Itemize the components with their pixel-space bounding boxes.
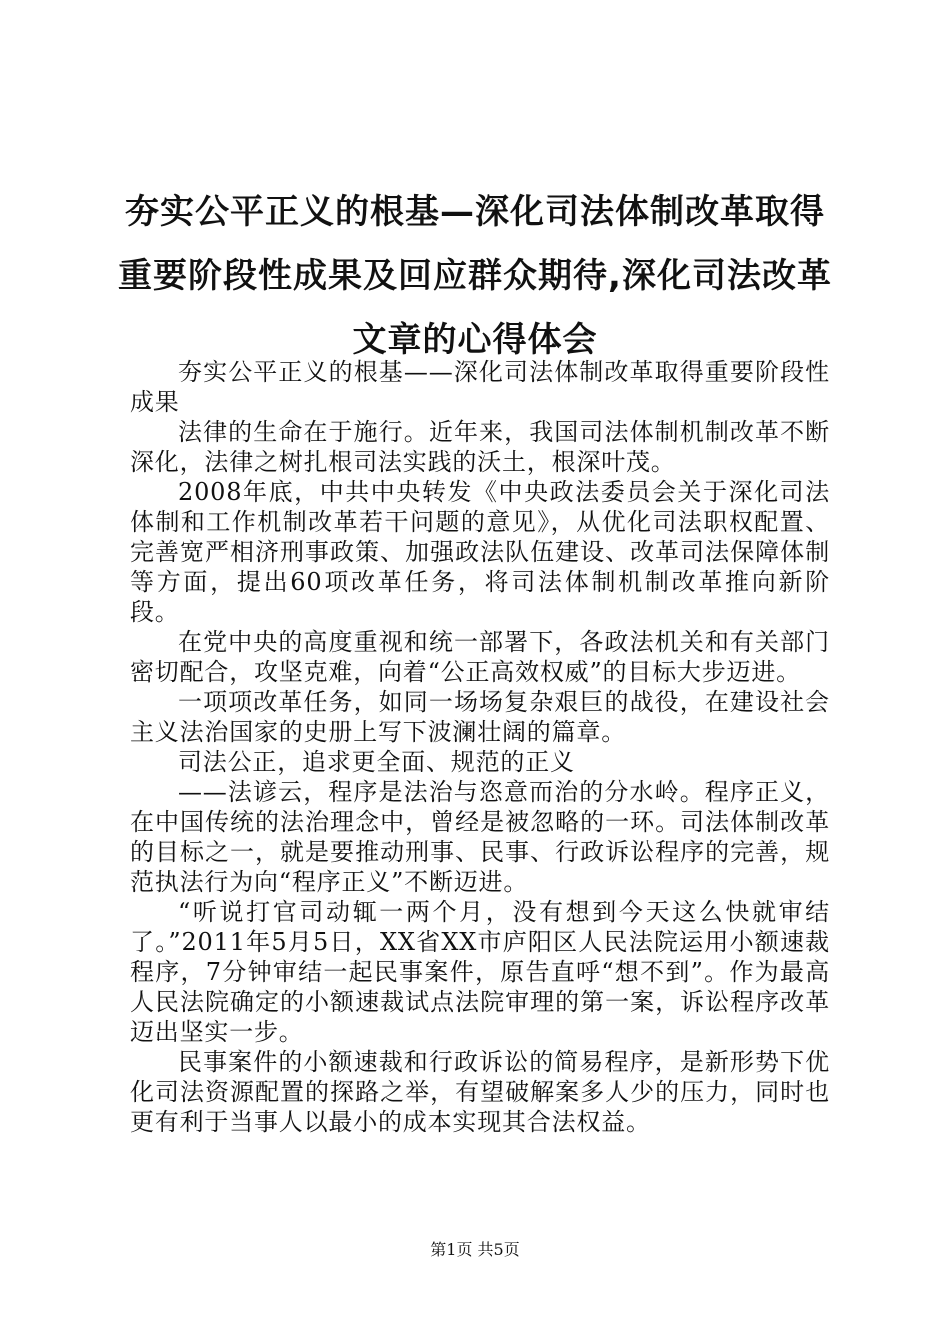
section-heading: 司法公正，追求更全面、规范的正义 [178,748,575,776]
paragraph: ——法谚云，程序是法治与恣意而治的分水岭。程序正义，在中国传统的法治理念中，曾经是被忽略的一环。司法体制改革的目标之一，就是要推动刑事、民事、行政诉讼程序的完善，规范执法行为向“程序正义”不断迈进。 [130,778,830,896]
paragraph: 2008年底，中共中央转发《中央政法委员会关于深化司法体制和工作机制改革若干问题的意见》，从优化司法职权配置、完善宽严相济刑事政策、加强政法队伍建设、改革司法保障体制等方面，提出60项改革任务，将司法体制机制改革推向新阶段。 [130,478,830,626]
paragraph-subtitle: 夯实公平正义的根基——深化司法体制改革取得重要阶段性成果 [130,358,830,416]
paragraph: 民事案件的小额速裁和行政诉讼的简易程序，是新形势下优化司法资源配置的探路之举，有望破解案多人少的压力，同时也更有利于当事人以最小的成本实现其合法权益。 [130,1048,830,1136]
paragraph: “听说打官司动辄一两个月，没有想到今天这么快就审结了。”2011年5月5日，XX省XX市庐阳区人民法院运用小额速裁程序，7分钟审结一起民事案件，原告直呼“想不到”。作为最高人民法院确定的小额速裁试点法院审理的第一案，诉讼程序改革迈出坚实一步。 [130,898,830,1046]
paragraph: 在党中央的高度重视和统一部署下，各政法机关和有关部门密切配合，攻坚克难，向着“公正高效权威”的目标大步迈进。 [130,628,830,686]
page-number: 第1页 共5页 [430,1240,520,1259]
document-title: 夯实公平正义的根基—深化司法体制改革取得重要阶段性成果及回应群众期待,深化司法改革文章的心得体会 [118,192,832,360]
document-body [130,357,830,1137]
paragraph: 一项项改革任务，如同一场场复杂艰巨的战役，在建设社会主义法治国家的史册上写下波澜壮阔的篇章。 [130,688,830,746]
paragraph: 法律的生命在于施行。近年来，我国司法体制机制改革不断深化，法律之树扎根司法实践的沃土，根深叶茂。 [130,418,830,476]
